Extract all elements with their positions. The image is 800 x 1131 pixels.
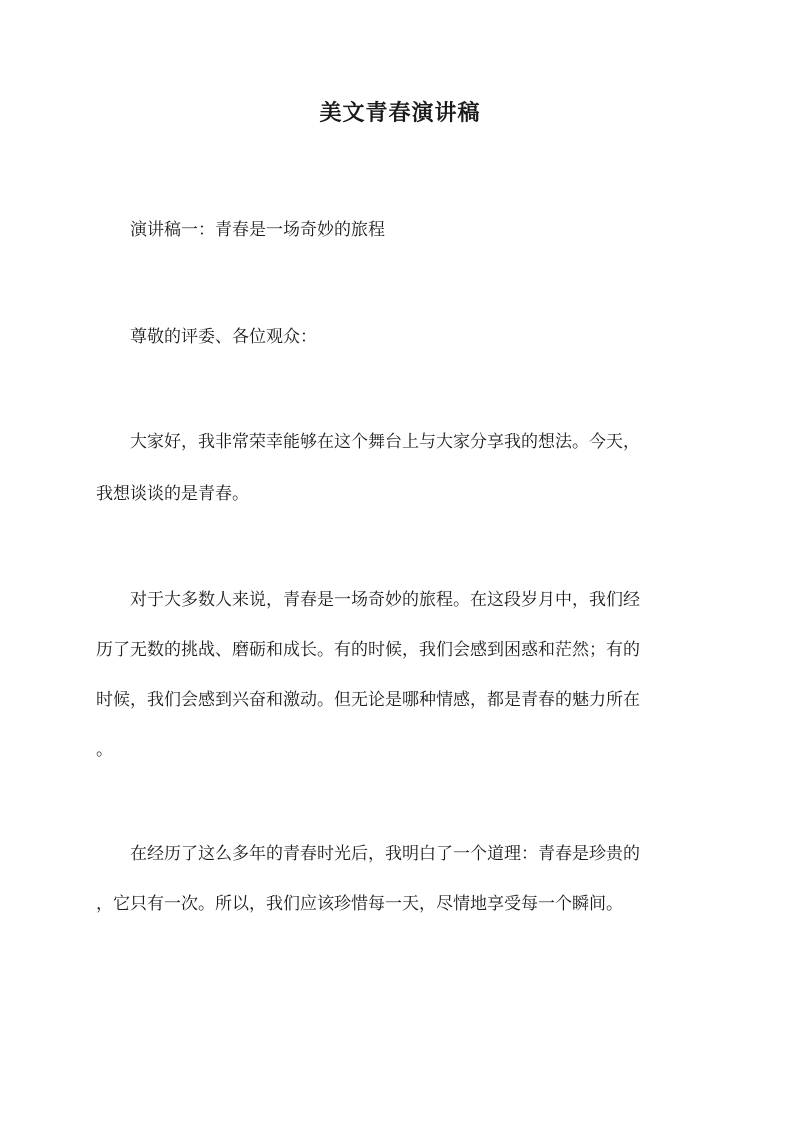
paragraph-1-line-1: 大家好，我非常荣幸能够在这个舞台上与大家分享我的想法。今天，	[96, 432, 640, 452]
paragraph-2-line-3: 时候，我们会感到兴奋和激动。但无论是哪种情感，都是青春的魅力所在	[96, 690, 640, 710]
paragraph-2-line-2: 历了无数的挑战、磨砺和成长。有的时候，我们会感到困惑和茫然；有的	[96, 640, 640, 660]
paragraph-2-line-4: 。	[96, 740, 113, 760]
salutation: 尊敬的评委、各位观众：	[96, 327, 317, 347]
document-title: 美文青春演讲稿	[319, 100, 481, 126]
paragraph-1-line-2: 我想谈谈的是青春。	[96, 484, 249, 504]
speech-heading: 演讲稿一：青春是一场奇妙的旅程	[96, 220, 385, 240]
paragraph-3-line-2: ，它只有一次。所以，我们应该珍惜每一天，尽情地享受每一个瞬间。	[96, 894, 623, 914]
paragraph-3-line-1: 在经历了这么多年的青春时光后，我明白了一个道理：青春是珍贵的	[96, 844, 640, 864]
paragraph-2-line-1: 对于大多数人来说，青春是一场奇妙的旅程。在这段岁月中，我们经	[96, 590, 640, 610]
